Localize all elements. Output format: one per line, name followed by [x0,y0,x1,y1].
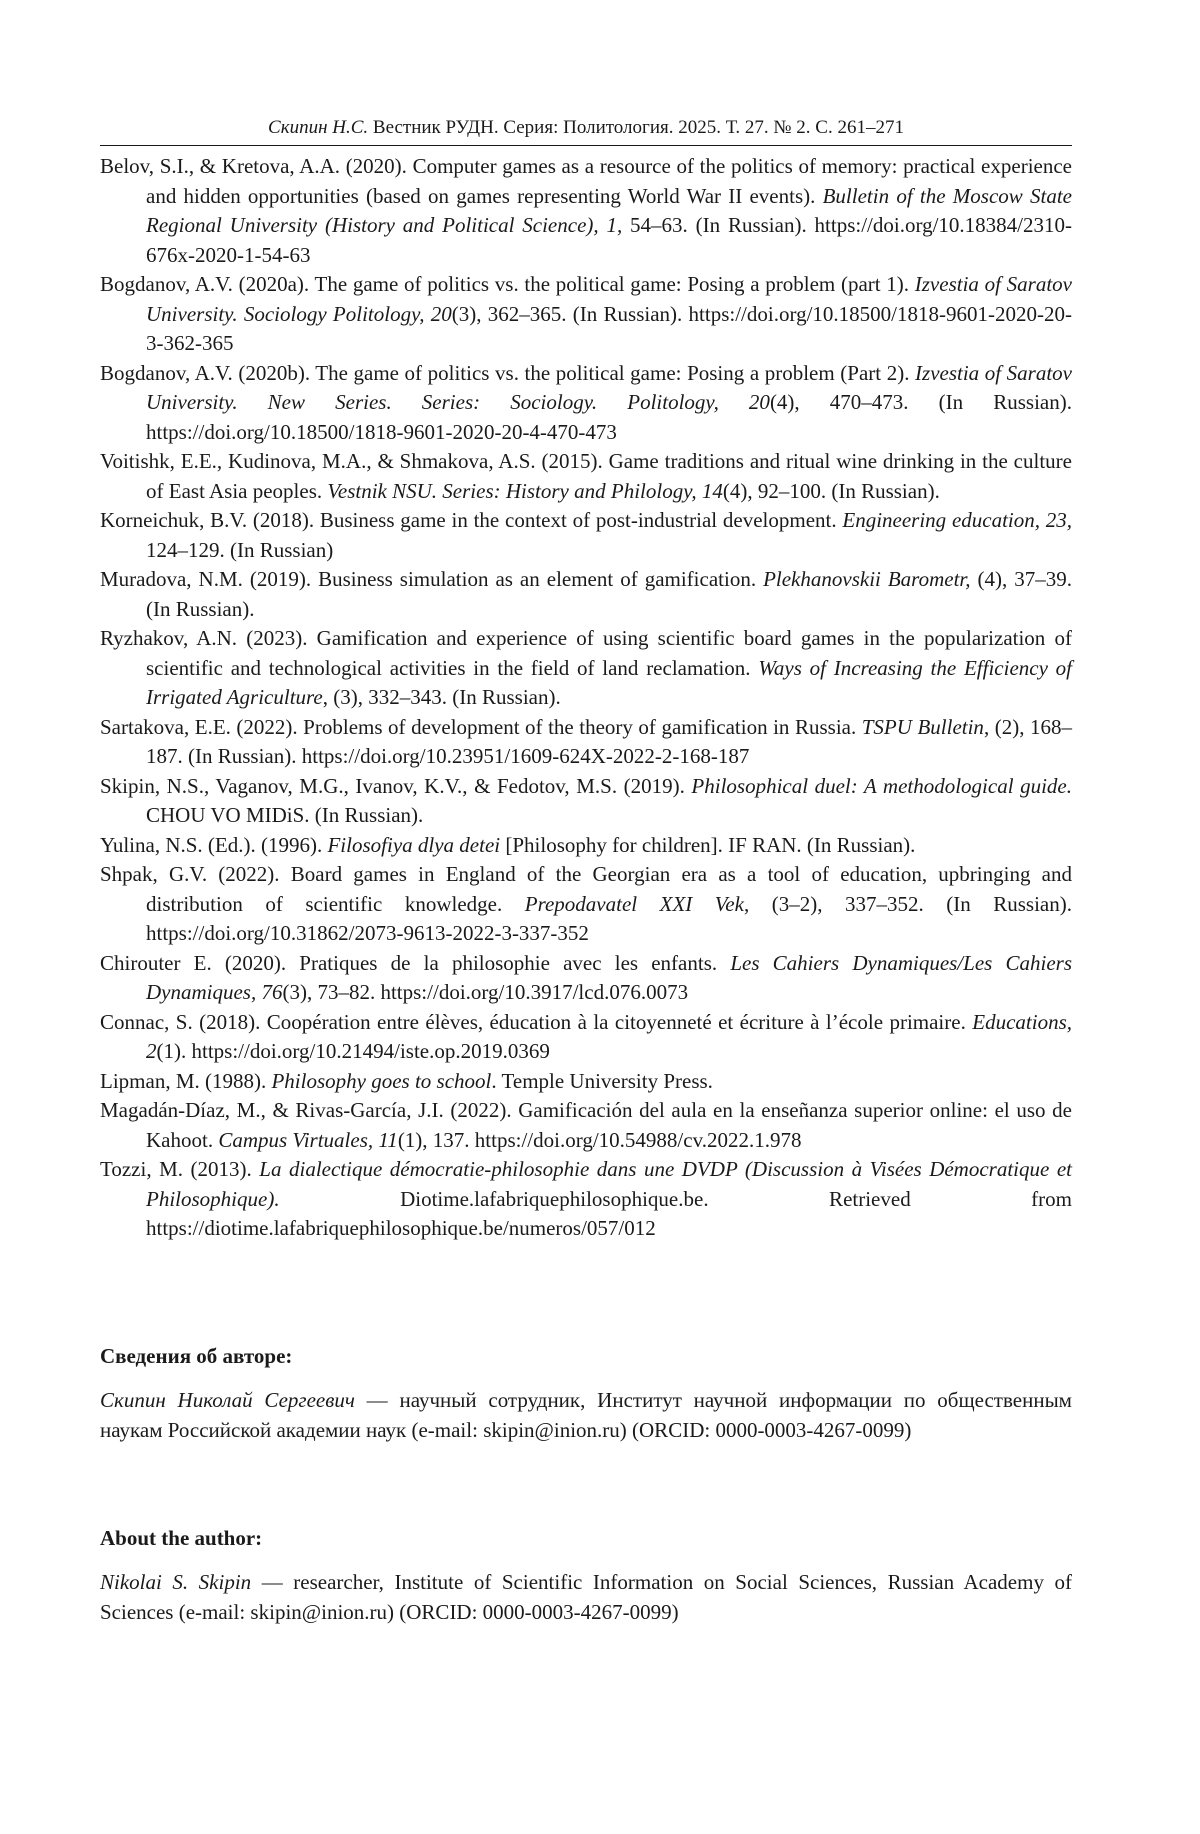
reference-text: Shpak, G.V. (2022). Board games in England of the Georgian era as a tool of education, upbringing and distribution of scientific knowledge. [100,862,1072,916]
reference-item [100,860,1072,949]
reference-item [100,359,1072,448]
reference-details: 54–63. (In Russian). https://doi.org/10.18384/2310-676x-2020-1-54-63 [146,213,1072,267]
reference-source: Izvestia of Saratov University. Sociology Politology, 20 [146,272,1072,326]
author-info-ru-body [100,1386,1072,1445]
reference-details: (1). https://doi.org/10.21494/iste.op.2019.0369 [156,1039,550,1063]
running-header-author: Скипин Н.С. [268,117,369,138]
author-info-en-body [100,1568,1072,1627]
reference-item [100,949,1072,1008]
author-name-ru: Скипин Николай Сергеевич [100,1388,355,1412]
reference-source: Philosophical duel: A methodological guide. [691,773,1072,798]
reference-text: Sartakova, E.E. (2022). Problems of development of the theory of gamification in Russia. [100,714,862,739]
reference-text: Lipman, M. (1988). [100,1068,272,1093]
running-header [100,116,1072,140]
reference-text: Korneichuk, B.V. (2018). Business game in the context of post-industrial development. [100,508,843,532]
reference-details: Diotime.lafabriquephilosophique.be. Retrieved from https://diotime.lafabriquephilosophique.be/numeros/057/012 [146,1186,1072,1240]
reference-text: Ryzhakov, A.N. (2023). Gamification and experience of using scientific board games in the popularization of scientific and technological activities in the field of land reclamation. [100,626,1072,680]
reference-item [100,624,1072,713]
reference-item [100,1155,1072,1244]
header-rule [100,145,1072,146]
reference-text: Connac, S. (2018). Coopération entre élèves, éducation à la citoyenneté et écriture à l’école primaire. [100,1009,973,1034]
reference-item [100,1067,1072,1097]
reference-item [100,772,1072,831]
author-info-ru-title: Сведения об авторе: [100,1344,293,1368]
reference-source: Educations, 2 [146,1009,1072,1063]
reference-item [100,506,1072,565]
reference-details: 124–129. (In Russian) [146,537,334,562]
reference-source: Campus Virtuales, 11 [218,1127,398,1152]
reference-text: Belov, S.I., & Kretova, A.A. (2020). Computer games as a resource of the politics of memory: practical experience and hidden opportunities (based on games representing World War II events). [100,154,1072,208]
reference-text: Bogdanov, A.V. (2020a). The game of politics vs. the political game: Posing a problem (part 1). [100,272,915,296]
reference-source: Bulletin of the Moscow State Regional University (History and Political Science), 1, [146,183,1072,237]
reference-details: , (2), 168–187. (In Russian). https://doi.org/10.23951/1609-624X-2022-2-168-187 [146,714,1072,768]
reference-text: Skipin, N.S., Vaganov, M.G., Ivanov, K.V., & Fedotov, M.S. (2019). [100,773,692,798]
reference-item [100,831,1072,861]
reference-details: (4), 92–100. (In Russian). [722,478,940,503]
reference-source: Vestnik NSU. Series: History and Philology, 14 [327,478,723,503]
reference-text: Bogdanov, A.V. (2020b). The game of politics vs. the political game: Posing a problem (Part 2). [100,360,916,385]
reference-details: . Temple University Press. [491,1068,713,1093]
reference-item [100,270,1072,359]
reference-text: Yulina, N.S. (Ed.). (1996). [100,832,328,857]
reference-text: Chirouter E. (2020). Pratiques de la philosophie avec les enfants. [100,950,731,975]
reference-source: Ways of Increasing the Efficiency of Irrigated Agriculture [146,655,1073,709]
reference-text: Voitishk, E.E., Kudinova, M.A., & Shmakova, A.S. (2015). Game traditions and ritual wine drinking in the culture of East Asia peoples. [100,449,1072,503]
reference-source: Engineering education, 23, [842,508,1073,532]
reference-item [100,565,1072,624]
reference-source: Filosofiya dlya detei [327,832,501,857]
reference-details: (3), 73–82. https://doi.org/10.3917/lcd.076.0073 [282,980,689,1004]
reference-details: (1), 137. https://doi.org/10.54988/cv.2022.1.978 [397,1127,802,1152]
reference-details: (4), 470–473. (In Russian). https://doi.org/10.18500/1818-9601-2020-20-4-470-473 [146,390,1072,444]
running-header-citation: Вестник РУДН. Серия: Политология. 2025. Т. 27. № 2. С. 261–271 [372,117,904,138]
author-info-en-title: About the author: [100,1526,263,1550]
reference-source: Prepodavatel XXI Vek [524,891,744,916]
reference-details: [Philosophy for children]. IF RAN. (In Russian). [500,832,916,857]
reference-source: TSPU Bulletin [861,714,984,739]
reference-item [100,1008,1072,1067]
reference-text: Muradova, N.M. (2019). Business simulation as an element of gamification. [100,567,764,591]
reference-source: La dialectique démocratie-philosophie dans une DVDP (Discussion à Visées Démocratique et Philosophique). [146,1157,1073,1211]
reference-source: Plekhanovskii Barometr, [763,567,971,591]
reference-details: CHOU VO MIDiS. (In Russian). [146,803,424,827]
reference-details: (4), 37–39. (In Russian). [146,567,1072,621]
reference-details: , (3), 332–343. (In Russian). [322,685,561,709]
author-name-en: Nikolai S. Skipin [100,1570,252,1594]
author-desc-en: — researcher, Institute of Scientific Information on Social Sciences, Russian Academy of Sciences (e-mail: skipin@inion.ru) (ORCID: 0000-0003-4267-0099) [100,1570,1072,1624]
reference-item [100,1096,1072,1155]
reference-details: (3), 362–365. (In Russian). https://doi.org/10.18500/1818-9601-2020-20-3-362-365 [146,301,1072,355]
reference-text: Tozzi, M. (2013). [100,1157,260,1181]
reference-list [100,152,1072,1244]
reference-item [100,447,1072,506]
reference-item [100,713,1072,772]
author-desc-ru: — научный сотрудник, Институт научной информации по общественным наукам Российской академии наук (e-mail: skipin@inion.ru) (ORCID: 0000-0003-4267-0099) [100,1388,1072,1442]
reference-text: Magadán-Díaz, M., & Rivas-García, J.I. (2022). Gamificación del aula en la enseñanza superior online: el uso de Kahoot. [100,1098,1072,1152]
reference-source: Philosophy goes to school [271,1068,492,1093]
reference-item [100,152,1072,270]
reference-source: Les Cahiers Dynamiques/Les Cahiers Dynamiques, 76 [146,950,1072,1004]
reference-source: Izvestia of Saratov University. New Series. Series: Sociology. Politology, 20 [146,360,1073,414]
reference-details: , (3–2), 337–352. (In Russian). https://doi.org/10.31862/2073-9613-2022-3-337-352 [146,891,1072,945]
